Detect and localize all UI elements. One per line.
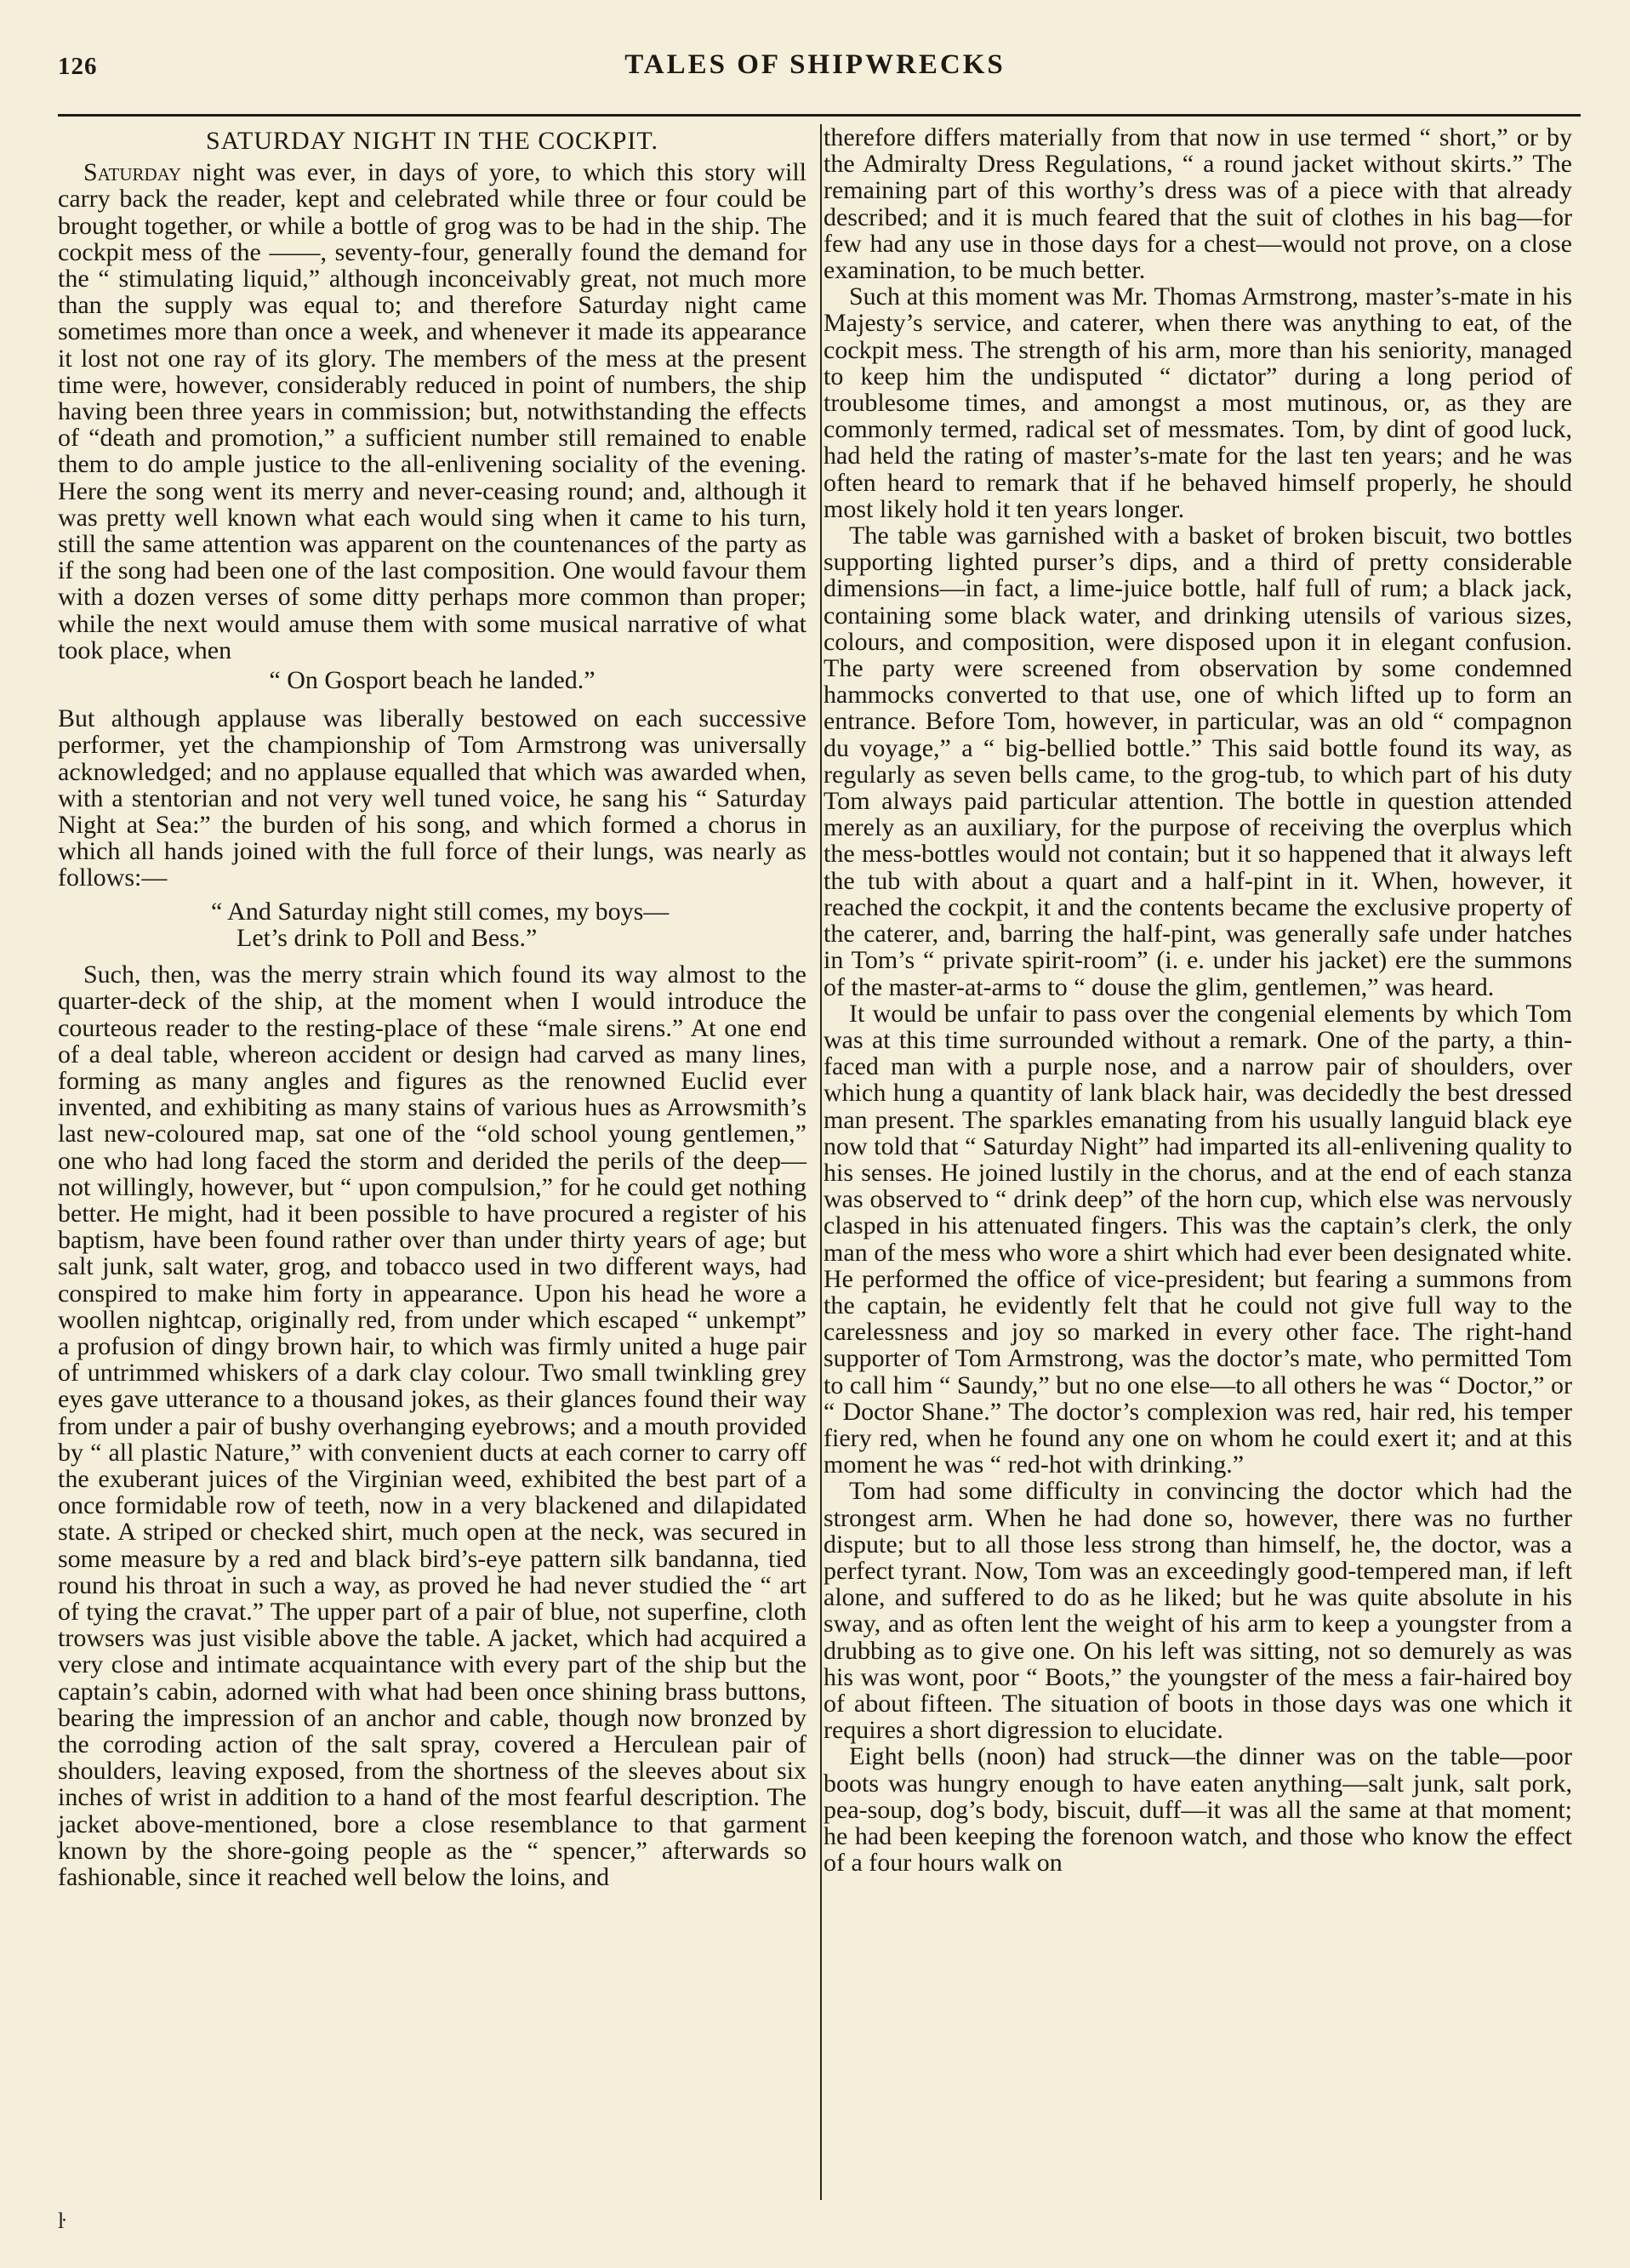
paragraph: Such at this moment was Mr. Thomas Armstrong, master’s-mate in his Majesty’s service, and caterer, when there was anything to eat, of the cockpit mess. The strength of his arm, more than his seniority, managed to keep him the undisputed “ dictator” during a long period of troublesome times, and amongst a most mutinous, or, as they are commonly termed, radical set of messmates. Tom, by dint of good luck, had held the rating of master’s-mate for the last ten years; and he was often heard to remark that if he behaved himself properly, he should most likely hold it ten years longer. bbox=[824, 282, 1572, 523]
left-column bbox=[58, 124, 806, 1890]
verse bbox=[58, 898, 806, 951]
page-number: 126 bbox=[58, 53, 98, 80]
column-divider bbox=[820, 124, 822, 2200]
paragraph: Eight bells (noon) had struck—the dinner was on the table—poor boots was hungry enough to have eaten anything—salt junk, salt pork, pea-soup, dog’s body, biscuit, duff—it was all the same at that moment; he had been keeping the forenoon watch, and those who know the effect of a four hours walk on bbox=[824, 1742, 1572, 1878]
paragraph: Such, then, was the merry strain which found its way almost to the quarter-deck of the ship, at the moment when I would introduce the courteous reader to the resting-place of these “male sirens.” At one end of a deal table, whereon accident or design had carved as many lines, forming as many angles and figures as the renowned Euclid ever invented, and exhibiting as many stains of various hues as Arrowsmith’s last new-coloured map, sat one of the “old school young gentlemen,” one who had long faced the storm and derided the perils of the deep—not willingly, however, but “ upon compulsion,” for he could get nothing better. He might, had it been possible to have procured a register of his baptism, have been found rather over than under thirty years of age; but salt junk, salt water, grog, and tobacco used in two different ways, had conspired to make him forty in appearance. Upon his head he wore a woollen nightcap, originally red, from under which escaped “ unkempt” a profusion of dingy brown hair, to which was firmly united a huge pair of untrimmed whiskers of a dark clay colour. Two small twinkling grey eyes gave utterance to a thousand jokes, as their glances found their way from under a pair of bushy overhanging eyebrows; and a mouth provided by “ all plastic Nature,” with convenient ducts at each corner to carry off the exuberant juices of the Virginian weed, exhibited the best part of a once formidable row of teeth, now in a very blackened and dilapidated state. A striped or checked shirt, much open at the neck, was secured in some measure by a red and black bird’s-eye pattern silk bandanna, tied round his throat in such a way, as proved he had never studied the “ art of tying the cravat.” The upper part of a pair of blue, not superfine, cloth trowsers was just visible above the table. A jacket, which had acquired a very close and intimate acquaintance with every part of the ship but the captain’s cabin, adorned with what had been once shining brass buttons, bearing the impression of an anchor and cable, though now bronzed by the corroding action of the salt spray, covered a Herculean pair of shoulders, leaving exposed, from the shortness of the sleeves about six inches of wrist in addition to a hand of the most fearful description. The jacket above-mentioned, bore a close resemblance to that garment known by the shore-going people as the “ spencer,” afterwards so fashionable, since it reached well below the loins, and bbox=[58, 960, 806, 1891]
header-rule bbox=[58, 114, 1581, 117]
paragraph: therefore differs materially from that now in use termed “ short,” or by the Admiralty Dress Regulations, “ a round jacket without skirts.” The remaining part of this worthy’s dress was of a piece with that already described; and it is much feared that the suit of clothes in his bag—for few had any use in those days for a chest—would not prove, on a close examination, to be much better. bbox=[824, 123, 1572, 285]
page-header bbox=[58, 44, 1572, 95]
quotation: “ On Gosport beach he landed.” bbox=[269, 666, 596, 695]
paragraph: But although applause was liberally bestowed on each successive performer, yet the championship of Tom Armstrong was universally acknowledged; and no applause equalled that which was awarded when, with a stentorian and not very well tuned voice, he sang his “ Saturday Night at Sea:” the burden of his song, and which formed a chorus in which all hands joined with the full force of their lungs, was nearly as follows:— bbox=[58, 704, 806, 892]
margin-mark: ŀ bbox=[58, 2208, 66, 2233]
right-column bbox=[824, 124, 1572, 1876]
paragraph bbox=[58, 159, 806, 664]
article-title: SATURDAY NIGHT IN THE COCKPIT. bbox=[206, 127, 658, 155]
paragraph: It would be unfair to pass over the congenial elements by which Tom was at this time surrounded without a remark. One of the party, a thin-faced man with a purple nose, and a narrow pair of shoulders, over which hung a quantity of lank black hair, was decidedly the best dressed man present. The sparkles emanating from his usually languid black eye now told that “ Saturday Night” had imparted its all-enlivening quality to his senses. He joined lustily in the chorus, and at the end of each stanza was observed to “ drink deep” of the horn cup, which else was nervously clasped in his attenuated fingers. This was the captain’s clerk, the only man of the mess who wore a shirt which had ever been designated white. He performed the office of vice-president; but fearing a summons from the captain, he evidently felt that he could not give full way to the carelessness and joy so marked in every other face. The right-hand supporter of Tom Armstrong, was the doctor’s mate, who permitted Tom to call him “ Saundy,” but no one else—to all others he was “ Doctor,” or “ Doctor Shane.” The doctor’s complexion was red, hair red, his temper fiery red, when he found any one on whom he could exert it; and at this moment he was “ red-hot with drinking.” bbox=[824, 999, 1572, 1479]
paragraph: The table was garnished with a basket of broken biscuit, two bottles supporting lighted purser’s dips, and a third of pretty considerable dimensions—in fact, a lime-juice bottle, half full of rum; a black jack, containing some black water, and drinking utensils of various sizes, colours, and composition, were disposed upon it in elegant confusion. The party were screened from observation by some condemned hammocks converted to that use, one of which lifted up to form an entrance. Before Tom, however, in particular, was an old “ compagnon du voyage,” a “ big-bellied bottle.” This said bottle found its way, as regularly as seven bells came, to the grog-tub, to which part of his duty Tom always paid particular attention. The bottle in question attended merely as an auxiliary, for the purpose of receiving the overplus which the mess-bottles would not contain; but it so happened that it always left the tub with about a quart and a half-pint in it. When, however, it reached the cockpit, it and the contents became the exclusive property of the caterer, and, barring the half-pint, was generally safe under hatches in Tom’s “ private spirit-room” (i. e. under his jacket) ere the summons of the master-at-arms to “ douse the glim, gentlemen,” was heard. bbox=[824, 521, 1572, 1001]
verse-line: “ And Saturday night still comes, my boys— bbox=[211, 897, 670, 926]
paragraph: Tom had some difficulty in convincing the doctor which had the strongest arm. When he had done so, however, there was no further dispute; but to all those less strong than himself, he, the doctor, was a perfect tyrant. Now, Tom was an exceedingly good-tempered man, if left alone, and suffered to do as he liked; but he was quite absolute in his sway, and as often lent the weight of his arm to keep a youngster from a drubbing as to give one. On his left was sitting, not so demurely as was his was wont, poor “ Boots,” the youngster of the mess a fair-haired boy of about fifteen. The situation of boots in those days was one which it requires a short digression to elucidate. bbox=[824, 1477, 1572, 1745]
verse-line: Let’s drink to Poll and Bess.” bbox=[237, 923, 538, 952]
lead-word: Saturday bbox=[83, 158, 182, 187]
running-title: TALES OF SHIPWRECKS bbox=[624, 49, 1006, 80]
paragraph-text: night was ever, in days of yore, to which this story will carry back the reader, kept and celebrated while three or four could be brought together, or while a bottle of grog was to be had in the ship. The cockpit mess of the ——, seventy-four, generally found the demand for the “ stimulating liquid,” although inconceivably great, not much more than the supply was equal to; and therefore Saturday night came sometimes more than once a week, and whenever it made its appearance it lost not one ray of its glory. The members of the mess at the present time were, however, considerably reduced in point of numbers, the ship having been three years in commission; but, notwithstanding the effects of “death and promotion,” a sufficient number still remained to enable them to do ample justice to the all-enlivening sociality of the evening. Here the song went its merry and never-ceasing round; and, although it was pretty well known what each would sing when it came to his turn, still the same attention was apparent on the countenances of the party as if the song had been one of the last composition. One would favour them with a dozen verses of some ditty perhaps more common than proper; while the next would amuse them with some musical narrative of what took place, when bbox=[58, 158, 806, 664]
